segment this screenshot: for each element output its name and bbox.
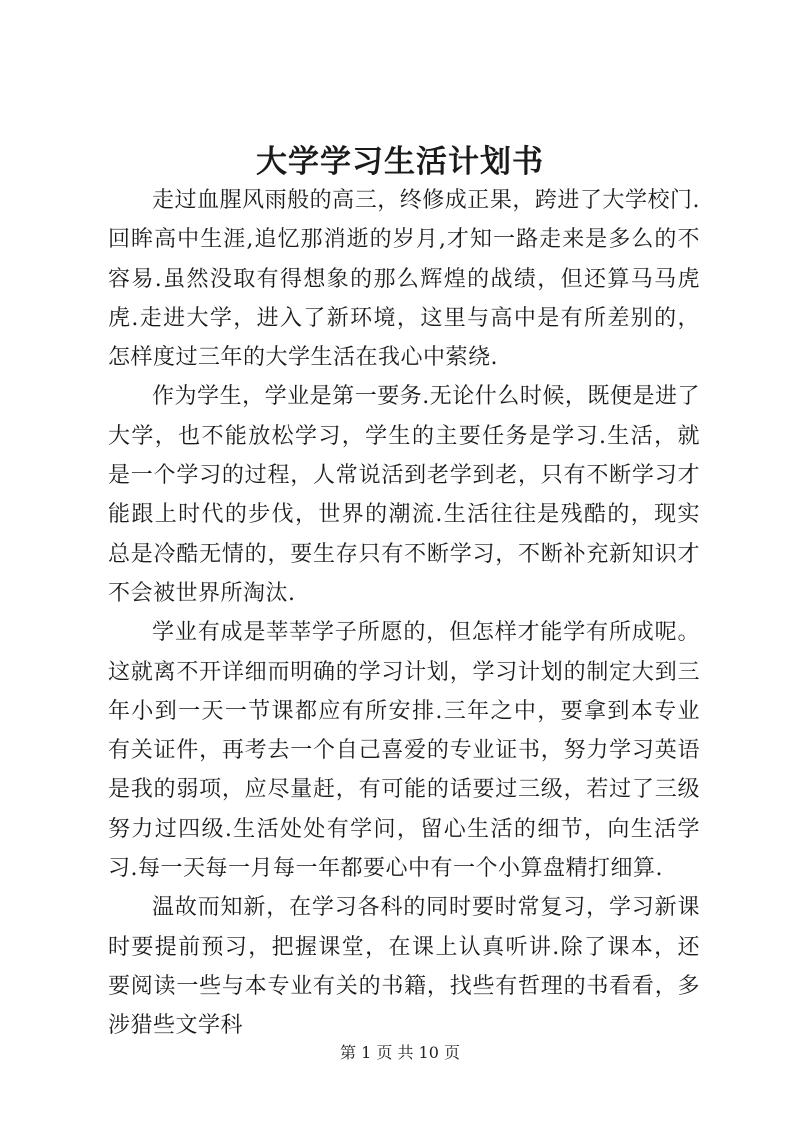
paragraph-3: 学业有成是莘莘学子所愿的，但怎样才能学有所成呢。这就离不开详细而明确的学习计划，学习计划的制定大到三年小到一天一节课都应有所安排.三年之中，要拿到本专业有关证件，再考去一个自己喜爱的专业证书，努力学习英语是我的弱项，应尽量赶，有可能的话要过三级，若过了三级努力过四级.生活处处有学问，留心生活的细节，向生活学习.每一天每一月每一年都要心中有一个小算盘精打细算. xyxy=(108,620,700,882)
paragraph-4: 温故而知新，在学习各科的同时要时常复习，学习新课时要提前预习，把握课堂，在课上认真听讲.除了课本，还要阅读一些与本专业有关的书籍，找些有哲理的书看看，多涉猎些文学科 xyxy=(108,895,700,1039)
paragraph-2: 作为学生，学业是第一要务.无论什么时候，既便是进了大学，也不能放松学习，学生的主要任务是学习.生活，就是一个学习的过程，人常说活到老学到老，只有不断学习才能跟上时代的步伐，世界的潮流.生活往往是残酷的，现实总是冷酷无情的，要生存只有不断学习，不断补充新知识才不会被世界所淘汰. xyxy=(108,384,700,606)
document-title: 大学学习生活计划书 xyxy=(256,144,544,180)
page-footer: 第 1 页 共 10 页 xyxy=(340,1043,460,1062)
document-body xyxy=(108,181,700,1046)
paragraph-1: 走过血腥风雨般的高三，终修成正果，跨进了大学校门.回眸高中生涯,追忆那消逝的岁月,才知一路走来是多么的不容易.虽然没取有得想象的那么辉煌的战绩，但还算马马虎虎.走进大学，进入了新环境，这里与高中是有所差别的，怎样度过三年的大学生活在我心中萦绕. xyxy=(108,188,700,371)
